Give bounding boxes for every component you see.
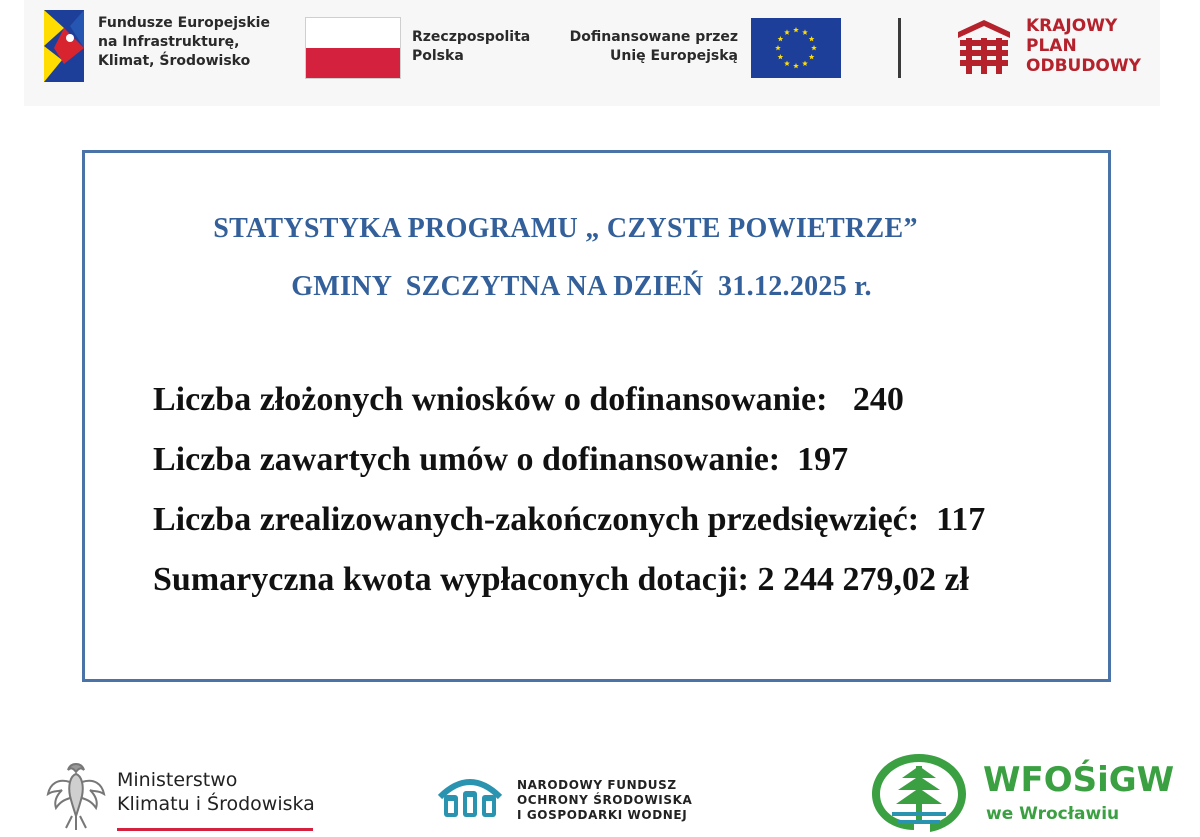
nfosigw-logo-text: NARODOWY FUNDUSZ OCHRONY ŚRODOWISKA I GOSPODARKI WODNEJ — [517, 778, 693, 822]
statistics-title-line2: GMINY SZCZYTNA NA DZIEŃ 31.12.2025 r. — [291, 271, 872, 302]
stat-value: 2 244 279,02 zł — [757, 561, 969, 598]
statistics-box — [82, 150, 1111, 682]
header-divider — [898, 18, 901, 78]
stat-value: 117 — [936, 501, 986, 538]
stat-label: Liczba złożonych wniosków o dofinansowanie: — [153, 381, 828, 418]
kpo-logo-icon — [956, 18, 1012, 76]
stat-label: Liczba zrealizowanych-zakończonych przedsięwzięć: — [153, 501, 920, 538]
ministry-red-line — [117, 828, 313, 831]
stat-row-completed — [153, 501, 985, 539]
stat-row-agreements — [153, 441, 848, 479]
ministry-logo-text: Ministerstwo Klimatu i Środowiska — [117, 769, 315, 815]
nfosigw-logo-icon — [436, 773, 504, 821]
statistics-title-line1: STATYSTYKA PROGRAMU „ CZYSTE POWIETRZE” — [213, 213, 918, 244]
stat-label: Sumaryczna kwota wypłaconych dotacji: — [153, 561, 749, 598]
eu-flag-icon — [751, 18, 841, 78]
fe-logo-text: Fundusze Europejskie na Infrastrukturę, Klimat, Środowisko — [98, 15, 270, 69]
kpo-logo-text: KRAJOWY PLAN ODBUDOWY — [1026, 16, 1141, 76]
wfosigw-logo-icon — [868, 750, 970, 834]
rp-logo-text: Rzeczpospolita Polska — [412, 29, 531, 64]
eu-funding-text: Dofinansowane przez Unię Europejską — [569, 29, 738, 64]
stat-row-applications — [153, 381, 904, 419]
stat-value: 240 — [852, 381, 904, 418]
stat-row-total-amount — [153, 561, 969, 599]
stat-value: 197 — [797, 441, 849, 478]
stat-label: Liczba zawartych umów o dofinansowanie: — [153, 441, 781, 478]
polish-eagle-icon — [44, 762, 108, 832]
wfosigw-logo-subtitle: we Wrocławiu — [986, 804, 1120, 824]
wfosigw-logo-name: WFOŚiGW — [983, 760, 1175, 800]
fe-logo-icon — [40, 8, 88, 86]
polish-flag-icon — [305, 17, 401, 79]
